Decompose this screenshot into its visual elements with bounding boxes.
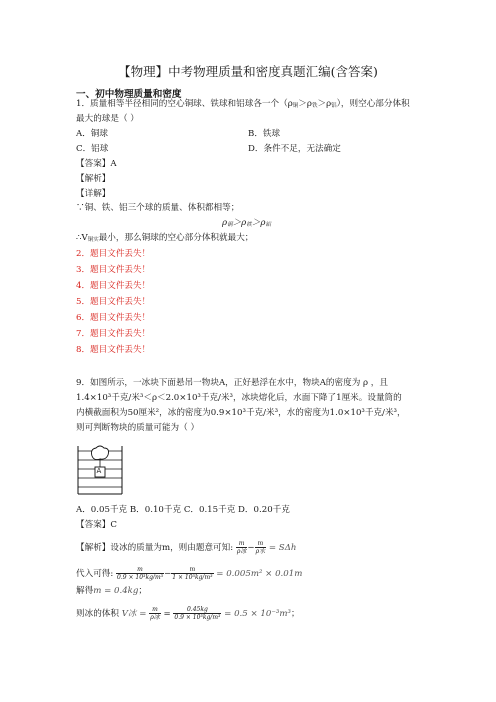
frac-num: m — [116, 566, 164, 574]
frac-den: 0.9 × 10³kg/m³ — [174, 614, 221, 621]
q1-sub-al: 铝 — [331, 103, 337, 109]
q1-detail: 【详解】 — [76, 189, 111, 199]
volume-text: 则冰的体积 — [76, 609, 119, 619]
frac-den: ρ水 — [255, 548, 266, 555]
q9-analysis-text: 【解析】设冰的质量为m，则由题意可知: — [76, 543, 234, 553]
q1-because: ∵铜、铁、铝三个球的质量、体积都相等； — [76, 203, 240, 213]
solve-end: ； — [138, 586, 148, 596]
solve-text: 解得 — [76, 586, 94, 596]
substitute-rhs: = 0.005m² × 0.01m — [216, 569, 303, 579]
frac-den: ρ冰 — [150, 614, 160, 621]
rel-sub2: 铁 — [246, 222, 252, 228]
rel-sub3: 铝 — [265, 222, 271, 228]
q1-stem-a: 1．质量相等半径相同的空心铜球、铁球和铝球各一个（ρ — [76, 99, 293, 109]
lost-item-7: 7．题目文件丢失！ — [76, 329, 151, 339]
therefore-a: ∴V — [76, 233, 88, 243]
page-title: 【物理】中考物理质量和密度真题汇编(含答案) — [118, 64, 378, 79]
therefore-sub: 铜实 — [87, 237, 99, 243]
rel-sub1: 铜 — [227, 222, 233, 228]
lost-item-8: 8．题目文件丢失！ — [76, 345, 151, 355]
q9-volume-line — [76, 606, 300, 621]
lost-item-4: 4．题目文件丢失！ — [76, 281, 151, 291]
q9-solve-line — [76, 586, 147, 597]
q1-density-relation — [222, 218, 271, 231]
frac-num: m — [236, 540, 248, 548]
equation-rhs: = SΔh — [268, 543, 297, 553]
frac-num: 0.45kg — [173, 606, 221, 614]
volume-end: ； — [290, 609, 300, 619]
q9-answer: 【答案】C — [76, 520, 117, 530]
frac-num: m — [149, 606, 161, 614]
q1-therefore — [76, 233, 253, 246]
section-heading: 一、初中物理质量和密度 — [76, 89, 182, 100]
q1-stem-line1 — [76, 99, 410, 112]
q1-answer: 【答案】A — [76, 159, 117, 169]
lost-item-6: 6．题目文件丢失！ — [76, 313, 151, 323]
q9-line4: 则可判断物块的质量可能为（ ） — [76, 423, 200, 433]
q1-stem-b: ），则空心部分体积 — [336, 99, 410, 109]
lost-item-3: 3．题目文件丢失！ — [76, 265, 151, 275]
volume-symbol: V冰 = — [121, 609, 147, 619]
q1-sub-fe: 铁 — [311, 103, 318, 109]
q1-option-d: D．条件不足，无法确定 — [248, 144, 341, 154]
q9-line1: 9．如图所示，一冰块下面悬吊一物块A，正好悬浮在水中，物块A的密度为 ρ ，且 — [76, 378, 388, 388]
frac-den: 0.9 × 10³kg/m³ — [117, 574, 164, 581]
frac-num: m — [255, 540, 267, 548]
q9-substitute-line — [76, 566, 302, 581]
rel-gt2: ＞ρ — [251, 218, 266, 228]
volume-rhs: = 0.5 × 10⁻³m³ — [224, 609, 291, 619]
therefore-b: 最小，那么铜球的空心部分体积就最大； — [98, 233, 254, 243]
minus-sign: − — [247, 543, 255, 553]
fraction-m-over-rho-ice — [236, 540, 248, 555]
q1-option-b: B．铁球 — [248, 129, 281, 139]
lost-item-2: 2．题目文件丢失！ — [76, 249, 151, 259]
q9-analysis-line — [76, 540, 296, 555]
object-a-label: A — [96, 467, 102, 475]
q1-gt1: ＞ρ — [298, 99, 312, 109]
q1-gt2: ＞ρ — [317, 99, 332, 109]
solve-value: m = 0.4kg — [93, 586, 139, 596]
q9-options: A．0.05千克 B．0.10千克 C．0.15千克 D．0.20千克 — [76, 505, 290, 515]
q1-stem-line2: 最大的球是（ ） — [76, 114, 139, 124]
frac-den: 1 × 10³kg/m³ — [172, 574, 213, 581]
q1-sub-cu: 铜 — [292, 103, 299, 109]
equals-sign: = — [163, 609, 171, 619]
q1-option-a: A．铜球 — [76, 129, 108, 139]
fraction-m-over-ice-density — [116, 566, 164, 581]
minus-sign: − — [164, 569, 172, 579]
frac-den: ρ冰 — [236, 548, 247, 555]
substitute-text: 代入可得: — [76, 569, 114, 579]
fraction-m-over-water-density — [171, 566, 213, 581]
rel-rho1: ρ — [222, 218, 228, 228]
ice-block-shape — [92, 446, 109, 460]
lost-item-5: 5．题目文件丢失！ — [76, 297, 151, 307]
frac-num: m — [171, 566, 213, 574]
fraction-m-over-rho-water — [255, 540, 267, 555]
fraction-mass-over-density — [173, 606, 221, 621]
q9-line3: 内横截面积为50厘米²，冰的密度为0.9×10³千克/米³，水的密度为1.0×10³千克/米³， — [76, 408, 406, 418]
rel-gt1: ＞ρ — [232, 218, 247, 228]
q1-analysis: 【解析】 — [76, 174, 111, 184]
q1-option-c: C．铝球 — [76, 144, 109, 154]
q9-line2: 1.4×10³千克/米³＜ρ＜2.0×10³千克/米³，冰块熔化后，水面下降了1厘米。设量筒的 — [76, 393, 402, 403]
fraction-m-over-rho-ice-2 — [149, 606, 161, 621]
